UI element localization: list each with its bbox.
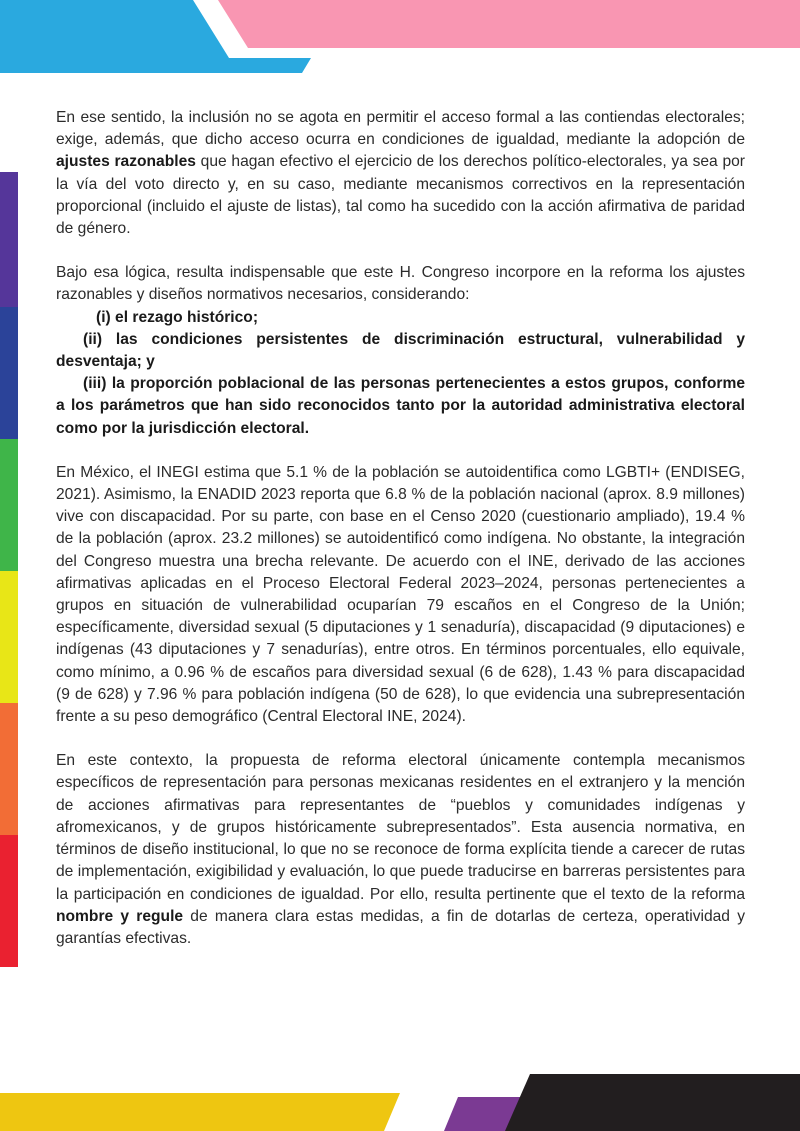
stripe-red [0,835,18,967]
bottom-yellow-shape [0,1093,400,1131]
bottom-black-shape [505,1074,800,1131]
top-banner-decoration [0,0,800,80]
list-item-iii: (iii) la proporción poblacional de las personas pertenecientes a estos grupos, conforme a los parámetros que han sido reconocidos tanto por la autoridad administrativa electoral como por la jurisdicción electoral. [56,375,745,437]
paragraph-inclusion: En ese sentido, la inclusión no se agota en permitir el acceso formal a las contiendas electorales; exige, además, que dicho acceso ocurra en condiciones de igualdad, mediante la adopción de ajustes razonables que hagan efectivo el ejercicio de los derechos político-electorales, ya sea por la vía del voto directo y, en su caso, mediante mecanismos correctivos en la representación proporcional (incluido el ajuste de listas), tal como ha sucedido con la acción afirmativa de paridad de género. [56,109,745,238]
stripe-green [0,439,18,571]
bold-nombre-y-regule: nombre y regule [56,907,184,925]
list-item-i: (i) el rezago histórico; [96,308,259,326]
top-pink-shape [218,0,800,48]
bold-ajustes-razonables: ajustes razonables [56,153,196,171]
list-item-ii: (ii) las condiciones persistentes de discriminación estructural, vulnerabilidad y desventaja; y [56,330,745,371]
stripe-yellow [0,571,18,703]
stripe-orange [0,703,18,835]
paragraph-bajo-esa-logica: Bajo esa lógica, resulta indispensable que este H. Congreso incorpore en la reforma los ajustes razonables y diseños normativos necesarios, considerando: [56,264,745,304]
stripe-purple [0,172,18,307]
bottom-purple-shape [444,1097,540,1131]
stripe-blue [0,307,18,439]
document-body [56,107,745,950]
paragraph-statistics: En México, el INEGI estima que 5.1 % de la población se autoidentifica como LGBTI+ (ENDISEG, 2021). Asimismo, la ENADID 2023 reporta que 6.8 % de la población nacional (aprox. 8.9 millones) vive con discapacidad. Por su parte, con base en el Censo 2020 (cuestionario ampliado), 19.4 % de la población (aprox. 23.2 millones) se autoidentificó como indígena. No obstante, la integración del Congreso muestra una brecha relevante. De acuerdo con el INE, derivado de las acciones afirmativas aplicadas en el Proceso Electoral Federal 2023–2024, personas pertenecientes a grupos en situación de vulnerabilidad ocuparían 79 escaños en el Congreso de la Unión; específicamente, diversidad sexual (5 diputaciones y 1 senaduría), discapacidad (9 diputaciones) e indígenas (43 diputaciones y 7 senadurías), entre otros. En términos porcentuales, ello equivale, como mínimo, a 0.96 % de escaños para diversidad sexual (6 de 628), 1.43 % para discapacidad (9 de 628) y 7.96 % para población indígena (50 de 628), lo que evidencia una subrepresentación frente a su peso demográfico (Central Electoral INE, 2024). [56,463,745,726]
paragraph-contexto: En este contexto, la propuesta de reforma electoral únicamente contempla mecanismos específicos de representación para personas mexicanas residentes en el extranjero y la mención de acciones afirmativas para representantes de “pueblos y comunidades indígenas y afromexicanos, y de grupos históricamente subrepresentados”. Esta ausencia normativa, en términos de diseño institucional, lo que no se reconoce de forma explícita tiende a carecer de rutas de implementación, exigibilidad y evaluación, lo que puede traducirse en barreras persistentes para la participación en condiciones de igualdad. Por ello, resulta pertinente que el texto de la reforma nombre y regule de manera clara estas medidas, a fin de dotarlas de certeza, operatividad y garantías efectivas. [56,752,745,947]
